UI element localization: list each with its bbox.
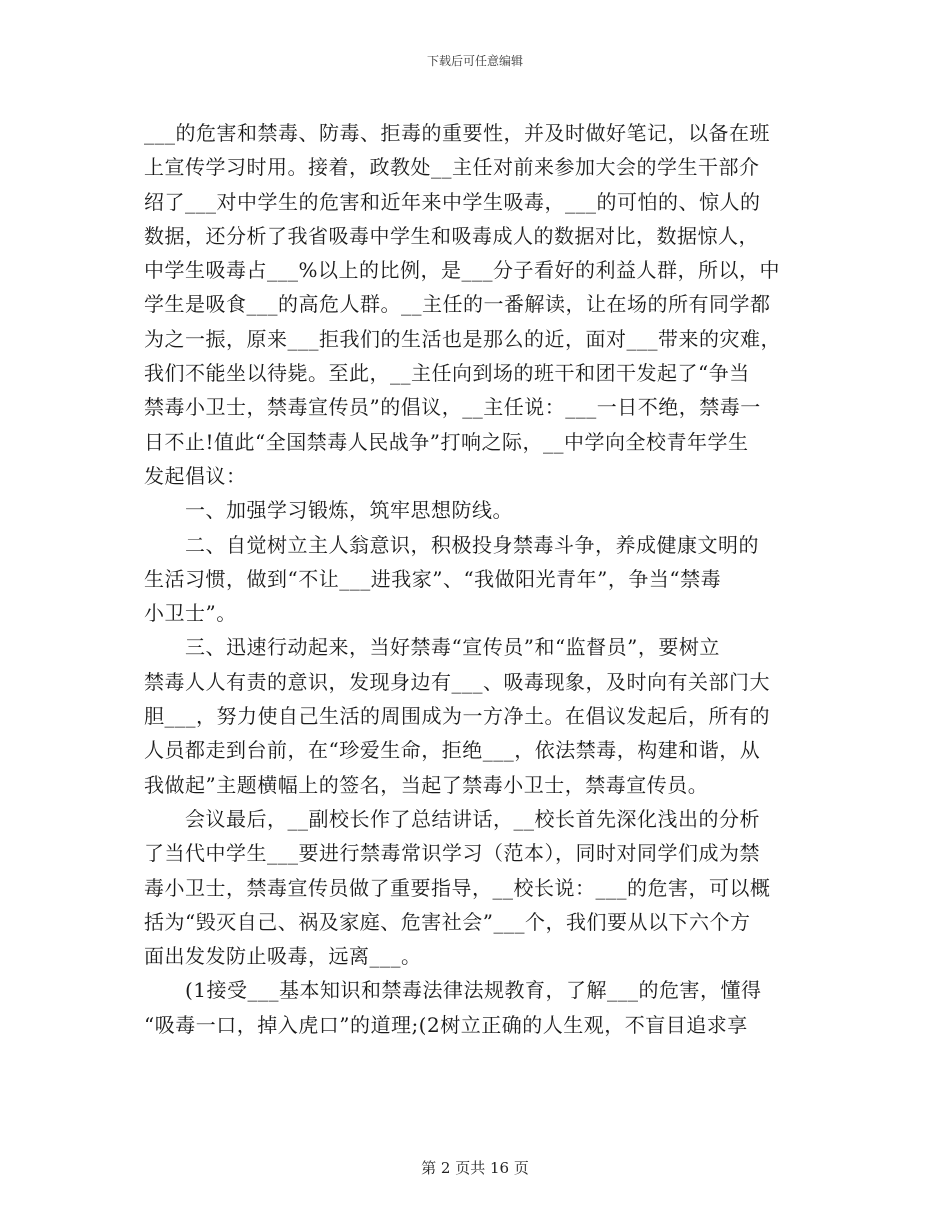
page-header: 下载后可任意编辑: [426, 54, 523, 68]
page-footer: 第 2 页共 16 页: [421, 1159, 529, 1177]
text-line: (1接受___基本知识和禁毒法律法规教育，了解___的危害，懂得: [144, 978, 762, 1003]
text-line: 生活习惯，做到“不让___进我家”、“我做阳光青年”，争当“禁毒: [144, 566, 722, 591]
text-line: 禁毒人人有责的意识，发现身边有___、吸毒现象，及时向有关部门大: [144, 669, 770, 694]
text-line: “吸毒一口，掉入虎口”的道理;(2树立正确的人生观，不盲目追求享: [144, 1012, 748, 1037]
text-line: 面出发发防止吸毒，远离___。: [144, 944, 422, 969]
text-line: 中学生吸毒占___%以上的比例，是___分子看好的利益人群，所以，中: [144, 258, 781, 283]
text-line: 括为“毁灭自己、祸及家庭、危害社会”___个，我们要从以下六个方: [144, 909, 751, 934]
text-line: 为之一振，原来___拒我们的生活也是那么的近，面对___带来的灾难，: [144, 326, 781, 351]
text-line: 小卫士”。: [144, 601, 237, 626]
text-line: 三、迅速行动起来，当好禁毒“宣传员”和“监督员”，要树立: [144, 635, 720, 660]
document-body: [144, 116, 814, 1042]
text-line: 学生是吸食___的高危人群。__主任的一番解读，让在场的所有同学都: [144, 292, 771, 317]
text-line: 上宣传学习时用。接着，政教处__主任对前来参加大会的学生干部介: [144, 155, 760, 180]
text-line: 禁毒小卫士，禁毒宣传员”的倡议，__主任说：___一日不绝，禁毒一: [144, 395, 761, 420]
text-line: 胆___，努力使自己生活的周围成为一方净土。在倡议发起后，所有的: [144, 704, 770, 729]
text-line: 绍了___对中学生的危害和近年来中学生吸毒，___的可怕的、惊人的: [144, 189, 761, 214]
text-line: 人员都走到台前，在“珍爱生命，拒绝___，依法禁毒，构建和谐，从: [144, 738, 761, 763]
text-line: 我做起”主题横幅上的签名，当起了禁毒小卫士，禁毒宣传员。: [144, 772, 709, 797]
text-line: 日不止!值此“全国禁毒人民战争”打响之际，__中学向全校青年学生: [144, 429, 749, 454]
text-line: ___的危害和禁毒、防毒、拒毒的重要性，并及时做好笔记，以备在班: [144, 121, 770, 145]
text-line: 毒小卫士，禁毒宣传员做了重要指导，__校长说：___的危害，可以概: [144, 875, 771, 900]
text-line: 数据，还分析了我省吸毒中学生和吸毒成人的数据对比，数据惊人，: [144, 223, 759, 248]
text-line: 一、加强学习锻炼，筑牢思想防线。: [144, 498, 513, 523]
text-line: 会议最后，__副校长作了总结讲话，__校长首先深化浅出的分析: [144, 806, 760, 831]
text-line: 二、自觉树立主人翁意识，积极投身禁毒斗争，养成健康文明的: [144, 532, 759, 557]
text-line: 我们不能坐以待毙。至此，__主任向到场的班干和团干发起了“争当: [144, 361, 750, 386]
text-line: 了当代中学生___要进行禁毒常识学习（范本），同时对同学们成为禁: [144, 841, 760, 866]
text-line: 发起倡议：: [144, 463, 247, 488]
